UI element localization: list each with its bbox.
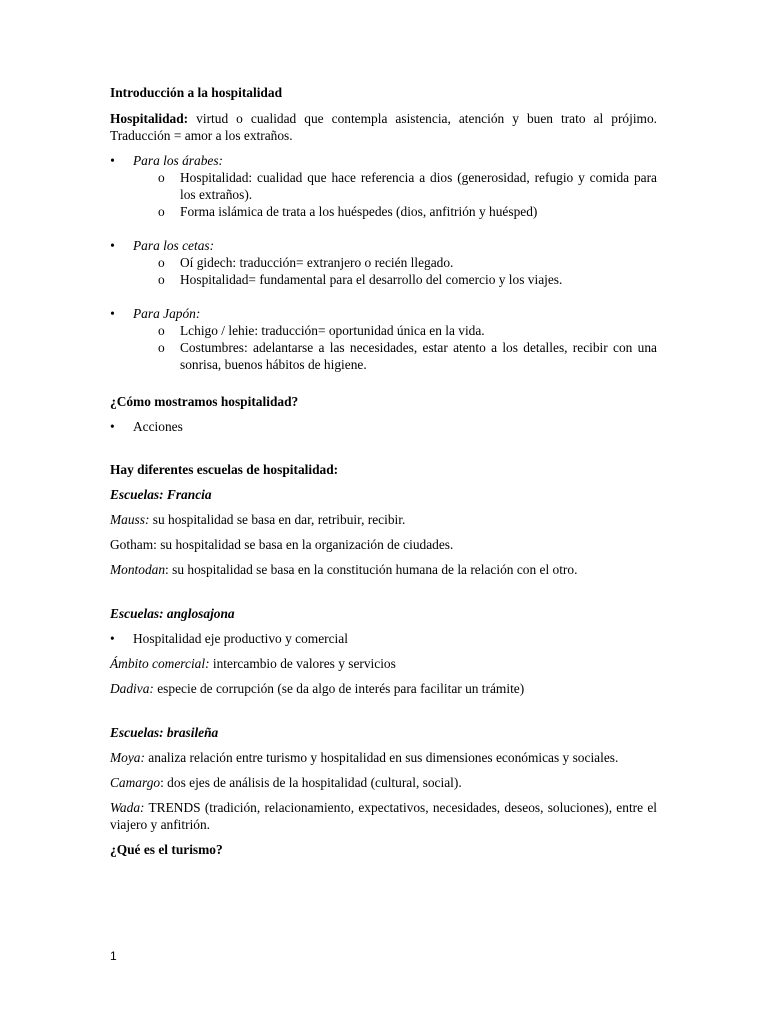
- dadiva-paragraph: [110, 680, 657, 697]
- moya-text: analiza relación entre turismo y hospitalidad en sus dimensiones económicas y sociales.: [144, 750, 619, 765]
- como-heading: ¿Cómo mostramos hospitalidad?: [110, 394, 299, 409]
- bullet-icon: •: [110, 153, 115, 168]
- sub-list: [110, 322, 657, 373]
- spacer: [110, 705, 657, 724]
- mauss-term: Mauss:: [110, 512, 150, 527]
- wada-text: TRENDS (tradición, relacionamiento, expectativos, necesidades, deseos, soluciones), entre el viajero y anfitrión.: [110, 800, 657, 832]
- group-label-item: [110, 152, 657, 169]
- spacer: [110, 586, 657, 605]
- ambito-paragraph: [110, 655, 657, 672]
- gotham-paragraph: Gotham: su hospitalidad se basa en la organización de ciudades.: [110, 537, 454, 552]
- circle-bullet-icon: o: [158, 340, 165, 355]
- sub-list-item: [158, 339, 657, 373]
- sub-list-item: [158, 203, 657, 220]
- sub-list: [110, 254, 657, 288]
- bullet-icon: •: [110, 419, 115, 434]
- dadiva-text: especie de corrupción (se da algo de interés para facilitar un trámite): [153, 681, 525, 696]
- definition-term: Hospitalidad:: [110, 111, 189, 126]
- group-cetas: [110, 237, 657, 288]
- circle-bullet-icon: o: [158, 323, 165, 338]
- mauss-paragraph: [110, 511, 657, 528]
- sub-item-text: Hospitalidad: cualidad que hace referencia a dios (generosidad, refugio y comida para los extraños).: [180, 170, 657, 202]
- circle-bullet-icon: o: [158, 204, 165, 219]
- bullet-icon: •: [110, 306, 115, 321]
- spacer: [110, 443, 657, 461]
- group-label-item: [110, 305, 657, 322]
- sub-item-text: Costumbres: adelantarse a las necesidades, estar atento a los detalles, recibir con una sonrisa, buenos hábitos de higiene.: [180, 340, 657, 372]
- definition-paragraph: [110, 110, 657, 144]
- sub-list-item: [158, 254, 657, 271]
- montodan-paragraph: [110, 561, 657, 578]
- spacer: [110, 220, 657, 237]
- mauss-text: su hospitalidad se basa en dar, retribuir, recibir.: [149, 512, 406, 527]
- montodan-term: Montodan: [110, 562, 166, 577]
- anglo-heading: Escuelas: anglosajona: [110, 606, 235, 621]
- group-label: Para Japón:: [133, 306, 201, 321]
- sub-list: [110, 169, 657, 220]
- spacer: [110, 373, 657, 393]
- group-label: Para los cetas:: [133, 238, 215, 253]
- brasil-heading: Escuelas: brasileña: [110, 725, 219, 740]
- montodan-text: : su hospitalidad se basa en la constitución humana de la relación con el otro.: [165, 562, 578, 577]
- moya-term: Moya:: [110, 750, 145, 765]
- group-japon: [110, 305, 657, 373]
- wada-paragraph: [110, 799, 657, 833]
- sub-list-item: [158, 322, 657, 339]
- como-bullet-item: [110, 418, 657, 435]
- circle-bullet-icon: o: [158, 272, 165, 287]
- francia-heading: Escuelas: Francia: [110, 487, 212, 502]
- moya-paragraph: [110, 749, 657, 766]
- sub-item-text: Hospitalidad= fundamental para el desarrollo del comercio y los viajes.: [180, 272, 563, 287]
- ambito-text: intercambio de valores y servicios: [209, 656, 396, 671]
- sub-item-text: Oí gidech: traducción= extranjero o recién llegado.: [180, 255, 454, 270]
- spacer: [110, 288, 657, 305]
- anglo-bullet-text: Hospitalidad eje productivo y comercial: [133, 631, 348, 646]
- como-bullet-text: Acciones: [133, 419, 183, 434]
- bullet-icon: •: [110, 238, 115, 253]
- circle-bullet-icon: o: [158, 170, 165, 185]
- document-title: Introducción a la hospitalidad: [110, 85, 283, 100]
- wada-term: Wada:: [110, 800, 145, 815]
- page-number: 1: [110, 949, 117, 963]
- document-body: [110, 84, 657, 858]
- definition-text: virtud o cualidad que contempla asistencia, atención y buen trato al prójimo. Traducción = amor a los extraños.: [110, 111, 657, 143]
- circle-bullet-icon: o: [158, 255, 165, 270]
- group-label: Para los árabes:: [133, 153, 224, 168]
- sub-item-text: Lchigo / lehie: traducción= oportunidad única en la vida.: [180, 323, 485, 338]
- ambito-term: Ámbito comercial:: [110, 656, 210, 671]
- group-label-item: [110, 237, 657, 254]
- camargo-term: Camargo: [110, 775, 161, 790]
- turismo-heading: ¿Qué es el turismo?: [110, 842, 223, 857]
- camargo-text: : dos ejes de análisis de la hospitalidad (cultural, social).: [160, 775, 462, 790]
- sub-list-item: [158, 271, 657, 288]
- dadiva-term: Dadiva:: [110, 681, 154, 696]
- group-arabes: [110, 152, 657, 220]
- anglo-bullet-item: [110, 630, 657, 647]
- escuelas-heading: Hay diferentes escuelas de hospitalidad:: [110, 462, 339, 477]
- sub-item-text: Forma islámica de trata a los huéspedes (dios, anfitrión y huésped): [180, 204, 538, 219]
- sub-list-item: [158, 169, 657, 203]
- camargo-paragraph: [110, 774, 657, 791]
- bullet-icon: •: [110, 631, 115, 646]
